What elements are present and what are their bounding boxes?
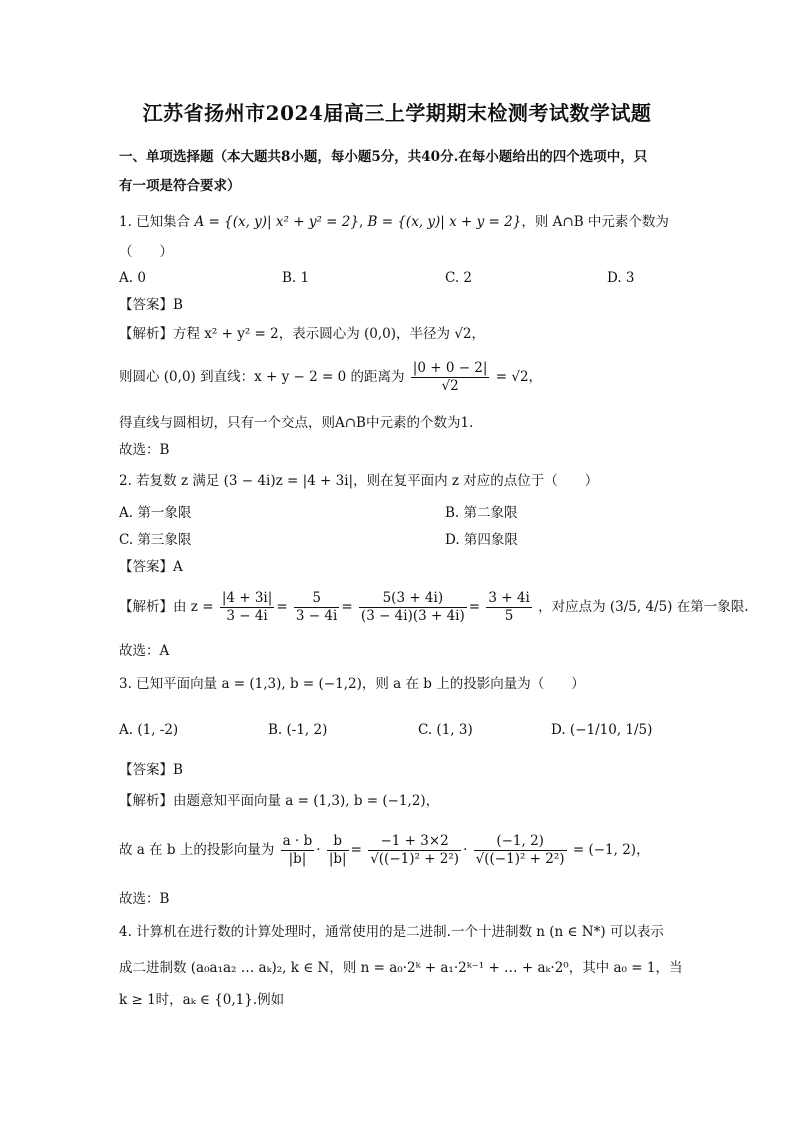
q1-conclusion: 故选：B	[119, 442, 170, 458]
q3-fraction-3-num: −1 + 3×2	[368, 833, 461, 851]
q2-analysis-suffix: ，对应点为 (3/5, 4/5) 在第一象限.	[538, 599, 749, 615]
page-title: 江苏省扬州市2024届高三上学期期末检测考试数学试题	[142, 101, 652, 125]
q3-fraction-4	[474, 833, 567, 868]
q2-fraction-3-den: (3 − 4i)(3 + 4i)	[360, 608, 465, 624]
q1-stem-suffix: ，则 A∩B 中元素个数为	[521, 214, 669, 230]
q3-analysis-2-suffix: = (−1, 2)，	[572, 842, 650, 858]
q1-analysis-2-prefix: 则圆心 (0,0) 到直线：x + y − 2 = 0 的距离为	[119, 369, 405, 385]
q1-set-b: B = {(x, y)| x + y = 2}	[367, 214, 522, 230]
q1-analysis-2-suffix: = √2，	[495, 369, 543, 385]
q1-analysis-2	[119, 360, 542, 395]
q2-fraction-3-num: 5(3 + 4i)	[359, 590, 467, 608]
q1-paren: （ ）	[119, 244, 173, 260]
q4-line-3: k ≥ 1时，aₖ ∈ {0,1}.例如	[119, 992, 285, 1008]
q2-fraction-2-den: 3 − 4i	[295, 608, 338, 624]
q3-fraction-3-den: √((−1)² + 2²)	[370, 851, 460, 867]
q1-fraction-denominator: √2	[441, 378, 459, 394]
q3-stem: 3. 已知平面向量 a = (1,3), b = (−1,2)，则 a 在 b 上的投影向量为（ ）	[119, 676, 585, 692]
q3-fraction-3	[368, 833, 461, 868]
q3-fraction-1-num: a · b	[282, 833, 313, 849]
q1-analysis-3: 得直线与圆相切，只有一个交点，则A∩B中元素的个数为1.	[119, 415, 474, 431]
q2-fraction-4-num: 3 + 4i	[488, 590, 530, 606]
q3-analysis-2: 故 a 在 b 上的投影向量为 $\frac{a \cdot b}{|b|}$ · $\frac{b}{|b|}$ = $\frac{-1 + 3\times 2}{\text{√((−1)² + 2²)}}$ · $\frac{(-1, 2)}{\text{√((−1)² + 2²)}}$ = (−1, 2)，	[119, 833, 650, 867]
q3-option-b: B. (-1, 2)	[268, 722, 328, 738]
q4-line-1: 4. 计算机在进行数的计算处理时，通常使用的是二进制.一个十进制数 n (n ∈ N*) 可以表示	[119, 924, 664, 940]
q3-fraction-1-den: |b|	[288, 851, 307, 867]
q2-option-d: D. 第四象限	[445, 532, 518, 548]
q2-fraction-3	[359, 590, 467, 625]
q1-option-a: A. 0	[119, 270, 146, 286]
q2-analysis-prefix: 【解析】由 z =	[119, 599, 214, 615]
q3-fraction-4-num: (−1, 2)	[474, 833, 567, 851]
q1-option-b: B. 1	[282, 270, 310, 286]
q3-option-a: A. (1, -2)	[119, 722, 179, 738]
q3-option-c: C. (1, 3)	[418, 722, 473, 738]
q1-option-d: D. 3	[607, 270, 635, 286]
q2-conclusion: 故选：A	[119, 643, 170, 659]
q3-fraction-2	[327, 833, 349, 868]
q3-conclusion: 故选：B	[119, 891, 170, 907]
section-heading: 一、单项选择题（本大题共8小题，每小题5分，共40分.在每小题给出的四个选项中，只	[119, 149, 648, 165]
q3-answer: 【答案】B	[119, 762, 183, 778]
q1-stem: 1. 已知集合 A = {(x, y)| x² + y² = 2}, B = {(x, y)| x + y = 2}，则 A∩B 中元素个数为	[119, 214, 669, 230]
q3-fraction-2-num: b	[327, 833, 349, 851]
q2-fraction-2	[294, 590, 339, 625]
q1-set-a: A = {(x, y)| x² + y² = 2}	[194, 214, 359, 230]
q1-stem-prefix: 1. 已知集合	[119, 214, 191, 230]
q2-option-a: A. 第一象限	[119, 505, 192, 521]
q2-fraction-1-num: |4 + 3i|	[221, 590, 273, 606]
q2-analysis: 【解析】由 z = $\frac{|4 + 3i|}{3 - 4i}$ = $\frac{5}{3 - 4i}$ = $\frac{5(3 + 4i)}{(3 - 4i)(3 + 4i)}$ = $\frac{3 + 4i}{5}$ ，对应点为 (3/5, 4/5) 在第一象限.	[119, 590, 749, 624]
q2-option-c: C. 第三象限	[119, 532, 192, 548]
section-heading-cont: 有一项是符合要求）	[119, 178, 241, 194]
q4-line-2: 成二进制数 (a₀a₁a₂ … aₖ)₂, k ∈ N，则 n = a₀·2ᵏ + a₁·2ᵏ⁻¹ + … + aₖ·2⁰，其中 a₀ = 1，当	[119, 960, 683, 976]
q3-fraction-2-den: |b|	[328, 851, 347, 867]
q3-fraction-4-den: √((−1)² + 2²)	[475, 851, 565, 867]
q3-analysis-1: 【解析】由题意知平面向量 a = (1,3), b = (−1,2)，	[119, 793, 440, 809]
q3-option-d: D. (−1/10, 1/5)	[551, 722, 653, 738]
q1-analysis-1: 【解析】方程 x² + y² = 2，表示圆心为 (0,0)，半径为 √2，	[119, 326, 486, 342]
q2-option-b: B. 第二象限	[445, 505, 518, 521]
q3-analysis-2-prefix: 故 a 在 b 上的投影向量为	[119, 842, 275, 858]
q3-fraction-1	[281, 833, 315, 868]
q2-fraction-4-den: 5	[504, 608, 514, 624]
q2-fraction-4	[486, 590, 531, 625]
q1-option-c: C. 2	[445, 270, 473, 286]
q2-fraction-1-den: 3 − 4i	[226, 608, 268, 624]
q1-distance-fraction	[411, 360, 490, 395]
q1-answer: 【答案】B	[119, 297, 183, 313]
q1-fraction-numerator: |0 + 0 − 2|	[412, 360, 488, 376]
q2-fraction-1	[220, 590, 275, 625]
q2-answer: 【答案】A	[119, 559, 183, 575]
q2-fraction-2-num: 5	[294, 590, 339, 608]
q2-stem: 2. 若复数 z 满足 (3 − 4i)z = |4 + 3i|，则在复平面内 z 对应的点位于（ ）	[119, 473, 599, 489]
